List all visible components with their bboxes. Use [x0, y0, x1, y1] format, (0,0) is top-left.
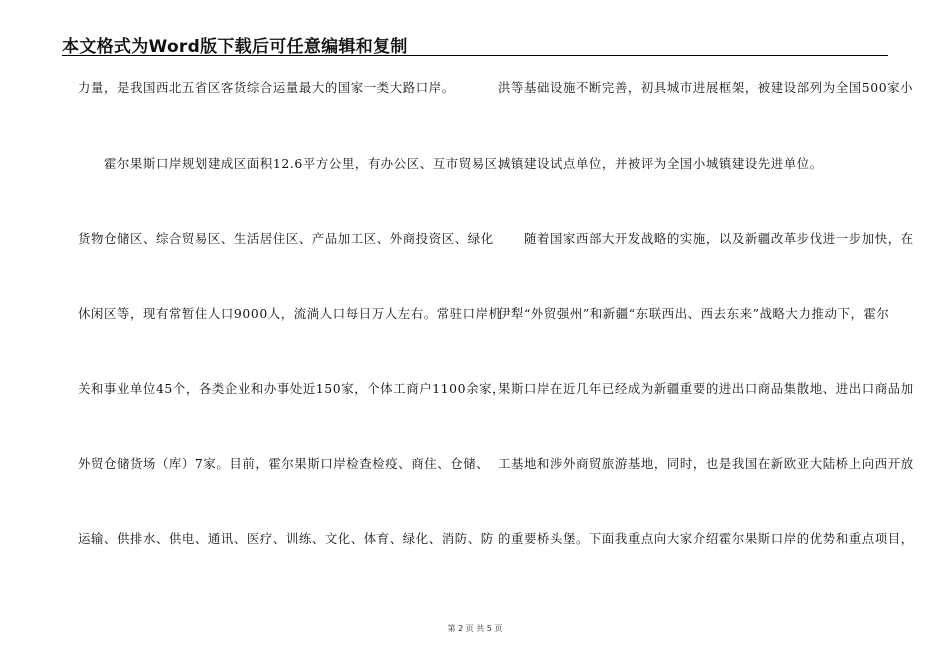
text-line: 城镇建设试点单位，并被评为全国小城镇建设先进单位。 [498, 156, 823, 171]
text-line: 霍尔果斯口岸规划建成区面积12.6平方公里，有办公区、互市贸易区、 [104, 156, 511, 171]
text-line: 果斯口岸在近几年已经成为新疆重要的进出口商品集散地、进出口商品加 [498, 381, 914, 396]
page-number-footer: 第 2 页 共 5 页 [447, 624, 503, 633]
text-line: 随着国家西部大开发战略的实施，以及新疆改革步伐进一步加快，在 [524, 231, 914, 246]
text-line: 的重要桥头堡。下面我重点向大家介绍霍尔果斯口岸的优势和重点项目， [498, 531, 914, 546]
text-line: 洪等基础设施不断完善，初具城市进展框架，被建设部列为全国500家小 [498, 80, 914, 95]
text-line: 伊犁“外贸强州”和新疆“东联西出、西去东来”战略大力推动下，霍尔 [498, 306, 890, 321]
text-line: 休闲区等，现有常暂住人口9000人，流淌人口每日万人左右。常驻口岸机 [78, 306, 502, 321]
text-line: 货物仓储区、综合贸易区、生活居住区、产品加工区、外商投资区、绿化 [78, 231, 494, 246]
text-line: 运输、供排水、供电、通讯、医疗、训练、文化、体育、绿化、消防、防 [78, 531, 494, 546]
text-line: 工基地和涉外商贸旅游基地，同时，也是我国在新欧亚大陆桥上向西开放 [498, 456, 914, 471]
text-line: 关和事业单位45个，各类企业和办事处近150家，个体工商户1100余家， [78, 381, 506, 396]
document-header-title: 本文格式为Word版下载后可任意编辑和复制 [62, 37, 408, 57]
text-line: 外贸仓储货场（库）7家。目前，霍尔果斯口岸检查检疫、商住、仓储、 [78, 456, 490, 471]
text-line: 力量，是我国西北五省区客货综合运量最大的国家一类大路口岸。 [78, 80, 455, 95]
header-divider [62, 55, 888, 56]
